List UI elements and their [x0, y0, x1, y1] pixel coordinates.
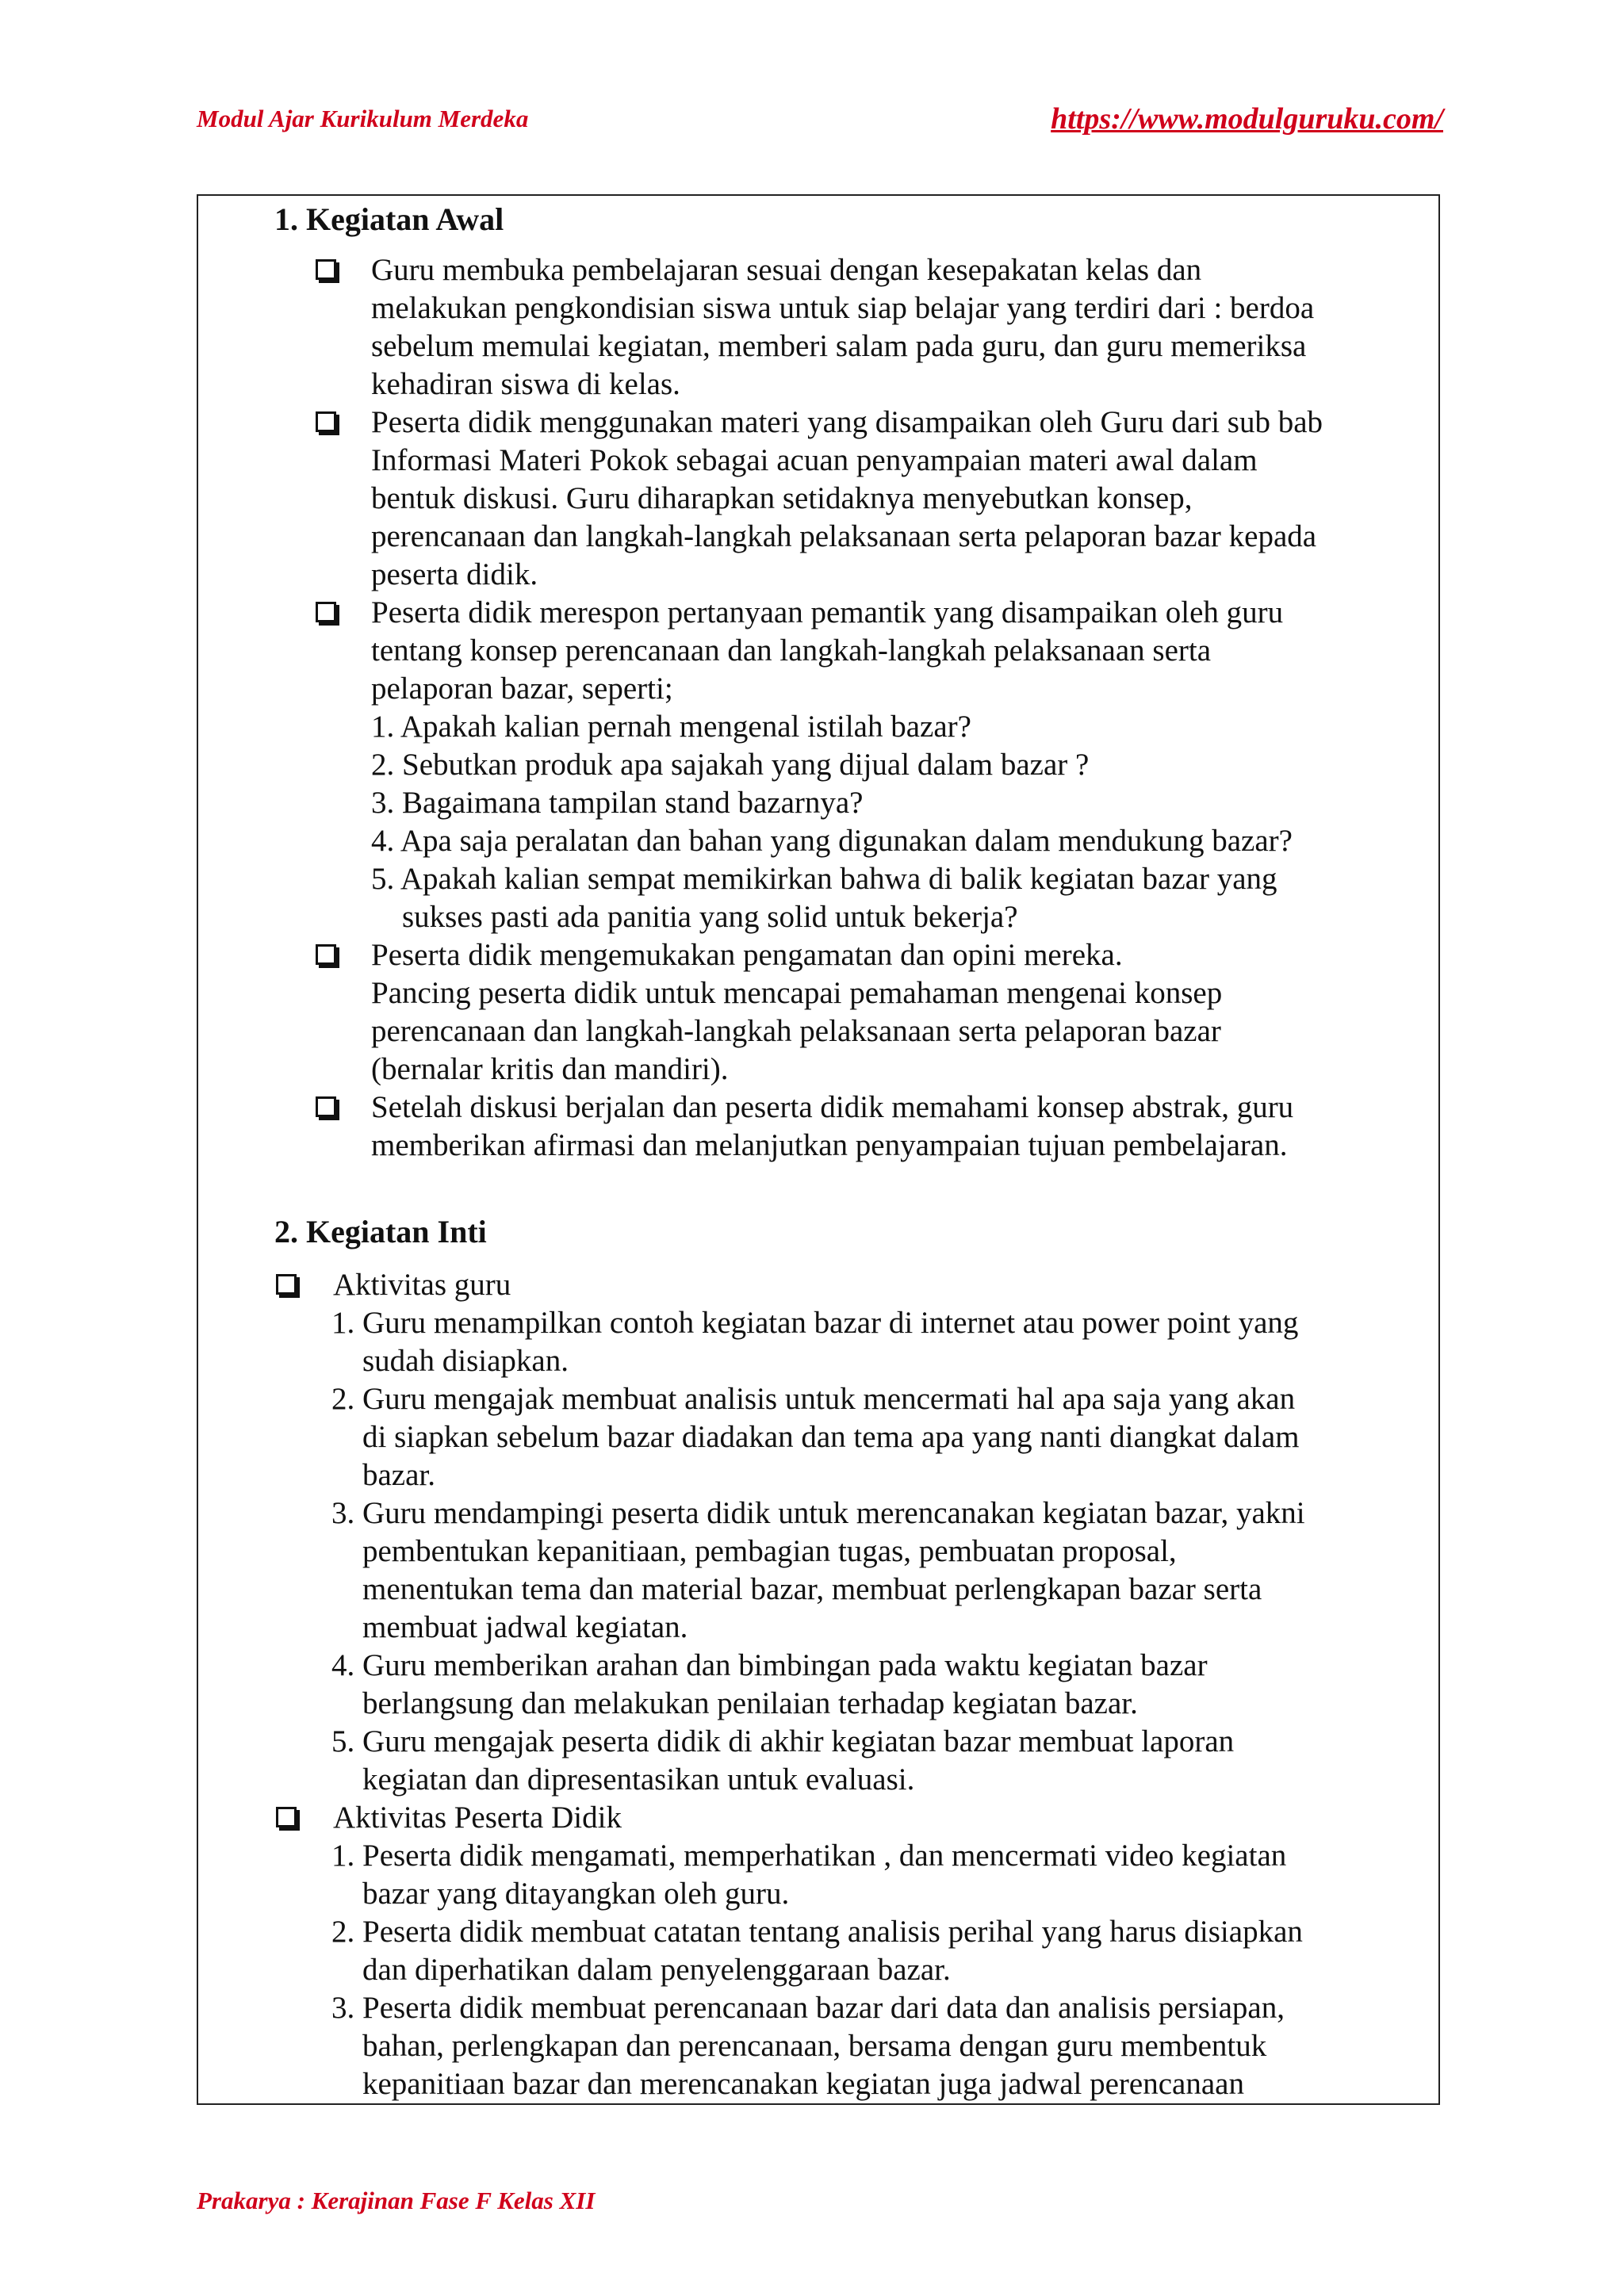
- kegiatan-awal-item-line: Pancing peserta didik untuk mencapai pemahaman mengenai konsep: [371, 976, 1223, 1010]
- content-frame: [197, 194, 1440, 2105]
- kegiatan-inti-step-line: kegiatan dan dipresentasikan untuk evaluasi.: [331, 1762, 915, 1797]
- kegiatan-inti-step-line: bahan, perlengkapan dan perencanaan, bersama dengan guru membentuk: [331, 2029, 1267, 2063]
- kegiatan-awal-item-line: kehadiran siswa di kelas.: [371, 367, 680, 401]
- kegiatan-awal-item-line: 2. Sebutkan produk apa sajakah yang dijual dalam bazar ?: [371, 748, 1090, 782]
- checkbox-bullet-icon: [316, 259, 336, 280]
- kegiatan-awal-item-line: tentang konsep perencanaan dan langkah-langkah pelaksanaan serta: [371, 633, 1212, 668]
- kegiatan-inti-step-line: sudah disiapkan.: [331, 1344, 569, 1378]
- section-title-kegiatan-inti: 2. Kegiatan Inti: [274, 1214, 487, 1249]
- kegiatan-inti-step-line: bazar.: [331, 1458, 436, 1492]
- kegiatan-awal-item-line: 4. Apa saja peralatan dan bahan yang digunakan dalam mendukung bazar?: [371, 824, 1293, 858]
- kegiatan-inti-step-line: 1. Peserta didik mengamati, memperhatikan , dan mencermati video kegiatan: [331, 1839, 1287, 1873]
- kegiatan-inti-group-label: Aktivitas Peserta Didik: [333, 1800, 622, 1835]
- kegiatan-awal-item-line: memberikan afirmasi dan melanjutkan penyampaian tujuan pembelajaran.: [371, 1128, 1288, 1162]
- kegiatan-awal-item-line: Informasi Materi Pokok sebagai acuan penyampaian materi awal dalam: [371, 443, 1258, 477]
- header-website-link[interactable]: https://www.modulguruku.com/: [1051, 102, 1443, 136]
- kegiatan-awal-item-line: sebelum memulai kegiatan, memberi salam pada guru, dan guru memeriksa: [371, 329, 1307, 363]
- kegiatan-awal-item-line: 3. Bagaimana tampilan stand bazarnya?: [371, 786, 864, 820]
- checkbox-bullet-icon: [316, 1096, 336, 1117]
- kegiatan-awal-item-line: pelaporan bazar, seperti;: [371, 672, 673, 706]
- kegiatan-awal-item-line: (bernalar kritis dan mandiri).: [371, 1052, 729, 1086]
- kegiatan-inti-step-line: bazar yang ditayangkan oleh guru.: [331, 1877, 790, 1911]
- kegiatan-awal-item-line: perencanaan dan langkah-langkah pelaksanaan serta pelaporan bazar kepada: [371, 519, 1317, 553]
- kegiatan-inti-step-line: 1. Guru menampilkan contoh kegiatan bazar di internet atau power point yang: [331, 1306, 1299, 1340]
- checkbox-bullet-icon: [276, 1807, 297, 1827]
- checkbox-bullet-icon: [316, 602, 336, 622]
- kegiatan-inti-step-line: menentukan tema dan material bazar, membuat perlengkapan bazar serta: [331, 1572, 1262, 1606]
- kegiatan-awal-item-line: Guru membuka pembelajaran sesuai dengan kesepakatan kelas dan: [371, 253, 1202, 287]
- checkbox-bullet-icon: [276, 1274, 297, 1295]
- checkbox-bullet-icon: [316, 944, 336, 965]
- kegiatan-inti-step-line: 4. Guru memberikan arahan dan bimbingan pada waktu kegiatan bazar: [331, 1648, 1208, 1682]
- kegiatan-awal-item-line: Peserta didik merespon pertanyaan pemantik yang disampaikan oleh guru: [371, 595, 1284, 629]
- kegiatan-inti-group-label: Aktivitas guru: [333, 1268, 511, 1302]
- kegiatan-awal-item-line: Peserta didik mengemukakan pengamatan dan opini mereka.: [371, 938, 1123, 972]
- kegiatan-awal-item-line: Setelah diskusi berjalan dan peserta didik memahami konsep abstrak, guru: [371, 1090, 1294, 1124]
- kegiatan-inti-step-line: pembentukan kepanitiaan, pembagian tugas, pembuatan proposal,: [331, 1534, 1177, 1568]
- kegiatan-awal-item-line: bentuk diskusi. Guru diharapkan setidaknya menyebutkan konsep,: [371, 481, 1193, 515]
- footer-subject: Prakarya : Kerajinan Fase F Kelas XII: [197, 2187, 596, 2214]
- kegiatan-inti-step-line: 3. Peserta didik membuat perencanaan bazar dari data dan analisis persiapan,: [331, 1991, 1285, 2025]
- header-module-title: Modul Ajar Kurikulum Merdeka: [197, 105, 529, 132]
- kegiatan-inti-step-line: di siapkan sebelum bazar diadakan dan tema apa yang nanti diangkat dalam: [331, 1420, 1300, 1454]
- kegiatan-inti-step-line: membuat jadwal kegiatan.: [331, 1610, 688, 1644]
- kegiatan-inti-step-line: 2. Guru mengajak membuat analisis untuk mencermati hal apa saja yang akan: [331, 1382, 1296, 1416]
- kegiatan-inti-step-line: 2. Peserta didik membuat catatan tentang analisis perihal yang harus disiapkan: [331, 1915, 1303, 1949]
- kegiatan-inti-step-line: kepanitiaan bazar dan merencanakan kegiatan juga jadwal perencanaan: [331, 2067, 1244, 2101]
- kegiatan-inti-step-line: berlangsung dan melakukan penilaian terhadap kegiatan bazar.: [331, 1686, 1138, 1720]
- kegiatan-awal-item-line: peserta didik.: [371, 557, 538, 591]
- kegiatan-awal-item-line: perencanaan dan langkah-langkah pelaksanaan serta pelaporan bazar: [371, 1014, 1221, 1048]
- section-title-kegiatan-awal: 1. Kegiatan Awal: [274, 201, 504, 237]
- kegiatan-awal-item-line: Peserta didik menggunakan materi yang disampaikan oleh Guru dari sub bab: [371, 405, 1323, 439]
- kegiatan-awal-item-line: sukses pasti ada panitia yang solid untuk bekerja?: [371, 900, 1018, 934]
- kegiatan-inti-step-line: 5. Guru mengajak peserta didik di akhir kegiatan bazar membuat laporan: [331, 1724, 1235, 1758]
- kegiatan-awal-item-line: melakukan pengkondisian siswa untuk siap belajar yang terdiri dari : berdoa: [371, 291, 1315, 325]
- kegiatan-inti-step-line: dan diperhatikan dalam penyelenggaraan bazar.: [331, 1953, 951, 1987]
- kegiatan-awal-item-line: 1. Apakah kalian pernah mengenal istilah bazar?: [371, 710, 971, 744]
- kegiatan-awal-item-line: 5. Apakah kalian sempat memikirkan bahwa di balik kegiatan bazar yang: [371, 862, 1277, 896]
- checkbox-bullet-icon: [316, 411, 336, 432]
- kegiatan-inti-step-line: 3. Guru mendampingi peserta didik untuk merencanakan kegiatan bazar, yakni: [331, 1496, 1305, 1530]
